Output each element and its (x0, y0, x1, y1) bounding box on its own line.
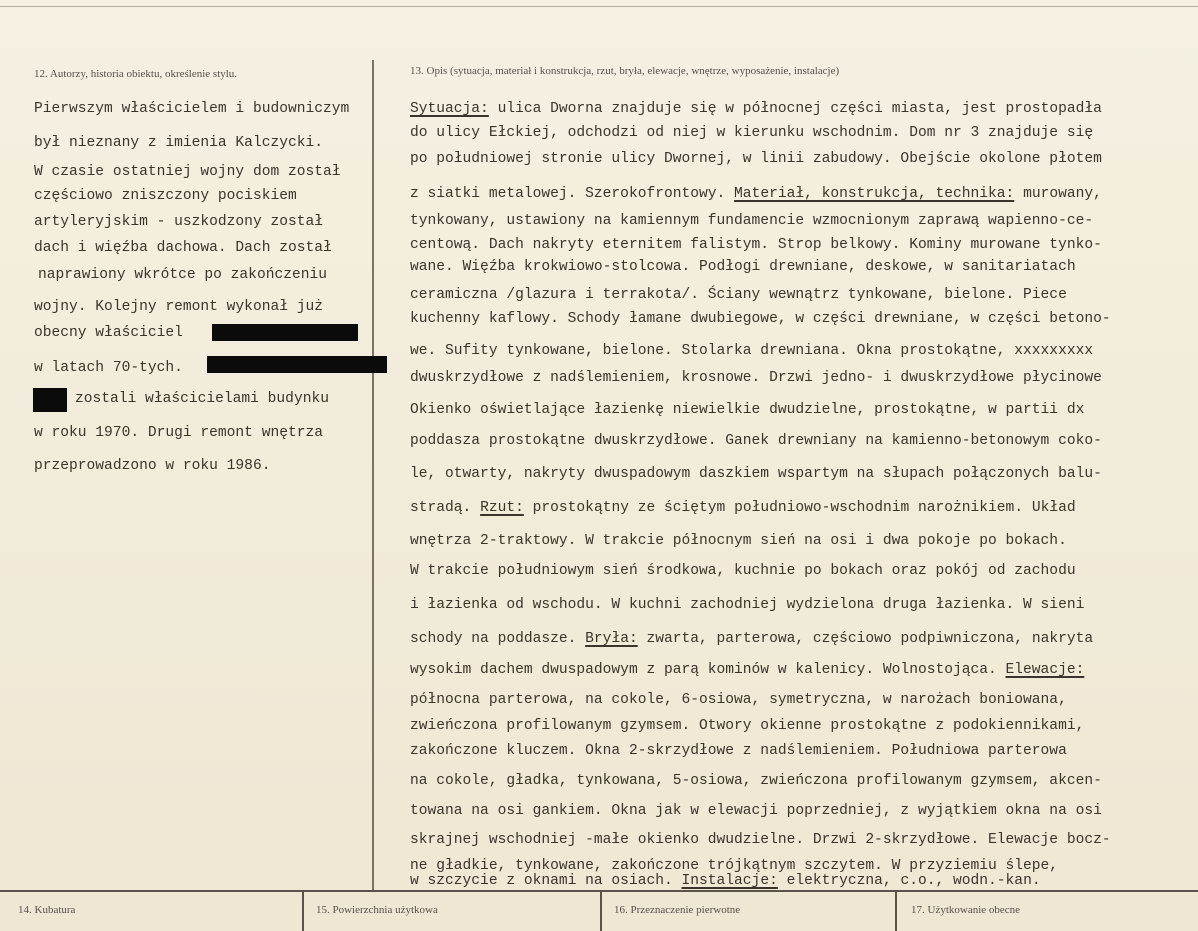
f13-line-6: centową. Dach nakryty eternitem falistym. Strop belkowy. Kominy murowane tynko- (410, 237, 1102, 253)
f12-line-2: był nieznany z imienia Kalczycki. (34, 135, 324, 151)
f12-line-5: artyleryjskim - uszkodzony został (34, 214, 324, 230)
heading-material: Materiał, konstrukcja, technika: (734, 186, 1015, 202)
f13-line-13: poddasza prostokątne dwuskrzydłowe. Ganek drewniany na kamienno-betonowym coko- (410, 433, 1102, 449)
f12-line-4: częściowo zniszczony pociskiem (34, 188, 297, 204)
field-13-label: 13. Opis (sytuacja, materiał i konstrukcja, rzut, bryła, elewacje, wnętrze, wyposażenie, instalacje) (410, 65, 840, 77)
f13-line-18: i łazienka od wschodu. W kuchni zachodniej wydzielona druga łazienka. W sieni (410, 597, 1085, 613)
field-16-label: 16. Przeznaczenie pierwotne (614, 904, 741, 916)
f13-line-27: ne gładkie, tynkowane, zakończone trójkątnym szczytem. W przyziemiu ślepe, (410, 858, 1059, 874)
f12-line-6: dach i więźba dachowa. Dach został (34, 240, 332, 256)
f13-line-7: wane. Więźba krokwiowo-stolcowa. Podłogi drewniane, deskowe, w sanitariatach (410, 259, 1076, 275)
f13-line-17: W trakcie południowym sień środkowa, kuchnie po bokach oraz pokój od zachodu (410, 563, 1076, 579)
field-14-label: 14. Kubatura (18, 904, 76, 916)
field-15-label: 15. Powierzchnia użytkowa (316, 904, 438, 916)
f12-line-7: naprawiony wkrótce po zakończeniu (38, 267, 328, 283)
f13-line-12: Okienko oświetlające łazienkę niewielkie dwudzielne, prostokątne, w partii dx (410, 402, 1085, 418)
redaction-names (207, 356, 387, 373)
heading-instalacje: Instalacje: (681, 873, 778, 889)
footer-divider-2 (600, 890, 602, 931)
f13-line-19: schody na poddasze. Bryła: zwarta, parterowa, częściowo podpiwniczona, nakryta (410, 631, 1094, 647)
f13-line-24: na cokole, gładka, tynkowana, 5-osiowa, zwieńczona profilowanym gzymsem, akcen- (410, 773, 1102, 789)
field-12-label: 12. Autorzy, historia obiektu, określenie stylu. (34, 68, 238, 80)
f13-line-22: zwieńczona profilowanym gzymsem. Otwory okienne prostokątne z podokiennikami, (410, 718, 1085, 734)
f13-line-23: zakończone kluczem. Okna 2-skrzydłowe z nadślemieniem. Południowa parterowa (410, 743, 1067, 759)
f13-line-21: północna parterowa, na cokole, 6-osiowa, symetryczna, w narożach boniowana, (410, 692, 1067, 708)
f13-line-4: z siatki metalowej. Szerokofrontowy. Materiał, konstrukcja, technika: murowany, (410, 186, 1102, 202)
f13-line-8: ceramiczna /glazura i terrakota/. Ściany wewnątrz tynkowane, bielone. Piece (410, 287, 1067, 303)
footer-divider-1 (302, 890, 304, 931)
f13-line-25: towana na osi gankiem. Okna jak w elewacji poprzedniej, z wyjątkiem okna na osi (410, 803, 1102, 819)
footer-divider-3 (895, 890, 897, 931)
f13-line-1: Sytuacja: ulica Dworna znajduje się w północnej części miasta, jest prostopadła (410, 101, 1102, 117)
f12-line-8: wojny. Kolejny remont wykonał już (34, 299, 324, 315)
f13-line-20: wysokim dachem dwuspadowym z parą kominów w kalenicy. Wolnostojąca. Elewacje: (410, 662, 1085, 678)
f12-line-13: przeprowadzono w roku 1986. (34, 458, 271, 474)
heading-bryla: Bryła: (585, 631, 638, 647)
f13-line-26: skrajnej wschodniej -małe okienko dwudzielne. Drzwi 2-skrzydłowe. Elewacje bocz- (410, 832, 1111, 848)
f13-line-11: dwuskrzydłowe z nadślemieniem, krosnowe. Drzwi jedno- i dwuskrzydłowe płycinowe (410, 370, 1102, 386)
f13-line-10: we. Sufity tynkowane, bielone. Stolarka drewniana. Okna prostokątne, xxxxxxxxx (410, 343, 1094, 359)
f13-line-2: do ulicy Ełckiej, odchodzi od niej w kierunku wschodnim. Dom nr 3 znajduje się (410, 125, 1094, 141)
f12-line-10: w latach 70-tych. (34, 360, 183, 376)
f12-line-12: w roku 1970. Drugi remont wnętrza (34, 425, 324, 441)
heading-rzut: Rzut: (480, 500, 524, 516)
f13-line-5: tynkowany, ustawiony na kamiennym fundamencie wzmocnionym zaprawą wapienno-ce- (410, 213, 1094, 229)
column-divider (372, 60, 374, 890)
f13-line-28: w szczycie z oknami na osiach. Instalacje: elektryczna, c.o., wodn.-kan. (410, 873, 1041, 889)
f12-line-1: Pierwszym właścicielem i budowniczym (34, 101, 350, 117)
f13-line-14: le, otwarty, nakryty dwuspadowym daszkiem wspartym na słupach połączonych balu- (410, 466, 1102, 482)
redaction-owner-name (212, 324, 358, 341)
field-17-label: 17. Użytkowanie obecne (911, 904, 1021, 916)
f13-line-3: po południowej stronie ulicy Dwornej, w linii zabudowy. Obejście okolone płotem (410, 151, 1102, 167)
f13-line-15: stradą. Rzut: prostokątny ze ściętym południowo-wschodnim narożnikiem. Układ (410, 500, 1076, 516)
heading-sytuacja: Sytuacja: (410, 101, 489, 117)
f13-line-9: kuchenny kaflowy. Schody łamane dwubiegowe, w części drewniane, w części betono- (410, 311, 1111, 327)
f12-line-3: W czasie ostatniej wojny dom został (34, 164, 341, 180)
f12-line-11: zostali właścicielami budynku (75, 391, 329, 407)
redaction-name-short (33, 388, 67, 412)
f12-line-9: obecny właściciel (34, 325, 183, 341)
heading-elewacje: Elewacje: (1005, 662, 1085, 678)
f13-line-16: wnętrza 2-traktowy. W trakcie północnym sień na osi i dwa pokoje po bokach. (410, 533, 1067, 549)
top-rule (0, 6, 1198, 7)
